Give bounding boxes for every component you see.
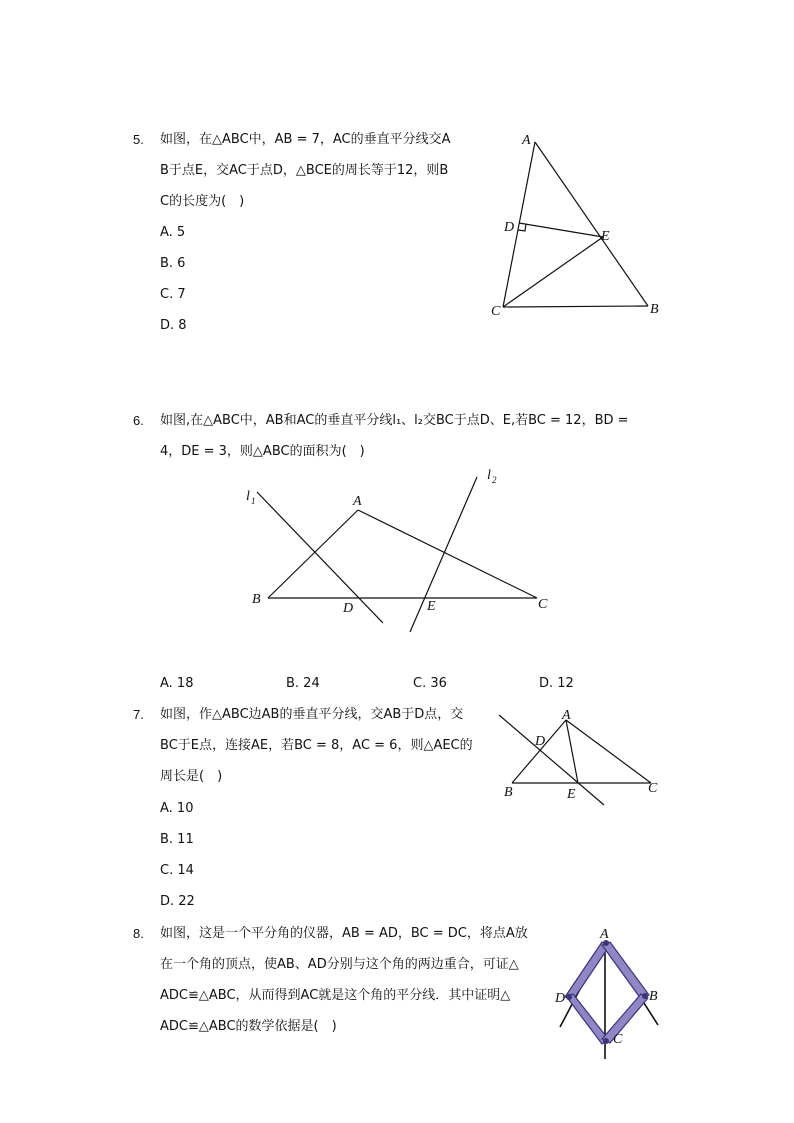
option-c: C. 7 <box>160 287 186 302</box>
option-b: B. 6 <box>160 256 186 271</box>
label-e: E <box>427 599 436 614</box>
triangle-figure-q7 <box>490 700 670 815</box>
label-e: E <box>567 787 576 802</box>
label-c: C <box>648 781 658 796</box>
label-b: B <box>504 785 513 800</box>
label-d: D <box>555 991 566 1006</box>
option-b: B. 11 <box>160 832 194 847</box>
label-l2: l <box>487 468 491 483</box>
option-a: A. 18 <box>160 676 194 691</box>
label-b: B <box>649 989 658 1004</box>
question-text-line: ADC≌△ABC，从而得到AC就是这个角的平分线．其中证明△ <box>160 988 511 1003</box>
option-a: A. 5 <box>160 225 186 240</box>
angle-bisector-instrument-figure <box>555 922 665 1062</box>
label-d: D <box>343 601 354 616</box>
question-text-line: 4，DE = 3，则△ABC的面积为( ) <box>160 444 365 459</box>
option-d: D. 22 <box>160 894 195 909</box>
question-number: 7. <box>133 707 144 722</box>
label-c: C <box>613 1032 623 1047</box>
question-text-line: ADC≌△ABC的数学依据是( ) <box>160 1019 337 1034</box>
option-d: D. 8 <box>160 318 187 333</box>
question-text-line: 如图,在△ABC中，AB和AC的垂直平分线l₁、l₂交BC于点D、E,若BC = 12，BD = <box>160 413 629 428</box>
label-l1: l <box>246 489 250 504</box>
question-text-line: 如图，在△ABC中，AB = 7，AC的垂直平分线交A <box>160 132 451 147</box>
label-a: A <box>600 927 609 942</box>
question-text-line: C的长度为( ) <box>160 194 245 209</box>
option-d: D. 12 <box>539 676 574 691</box>
question-text-line: 周长是( ) <box>160 769 223 784</box>
label-c: C <box>538 597 548 612</box>
option-b: B. 24 <box>286 676 320 691</box>
label-d: D <box>504 220 515 235</box>
option-a: A. 10 <box>160 801 194 816</box>
question-number: 6. <box>133 413 144 428</box>
question-text-line: 如图，这是一个平分角的仪器，AB = AD，BC = DC，将点A放 <box>160 926 528 941</box>
triangle-figure-q5 <box>480 125 670 325</box>
triangle-figure-q6 <box>240 465 570 640</box>
question-text-line: B于点E，交AC于点D，△BCE的周长等于12，则B <box>160 163 449 178</box>
label-l1-subscript: 1 <box>251 496 256 506</box>
label-l2-subscript: 2 <box>492 475 497 485</box>
label-a: A <box>562 708 571 723</box>
option-c: C. 36 <box>413 676 447 691</box>
label-b: B <box>650 302 659 317</box>
question-text-line: 如图，作△ABC边AB的垂直平分线，交AB于D点，交 <box>160 707 464 722</box>
label-b: B <box>252 592 261 607</box>
label-e: E <box>601 229 610 244</box>
question-number: 5. <box>133 132 144 147</box>
option-c: C. 14 <box>160 863 194 878</box>
label-a: A <box>353 494 362 509</box>
label-d: D <box>535 734 546 749</box>
question-text-line: 在一个角的顶点，使AB、AD分别与这个角的两边重合，可证△ <box>160 957 519 972</box>
label-a: A <box>522 133 531 148</box>
question-number: 8. <box>133 926 144 941</box>
question-text-line: BC于E点，连接AE，若BC = 8，AC = 6，则△AEC的 <box>160 738 473 753</box>
label-c: C <box>491 304 501 319</box>
